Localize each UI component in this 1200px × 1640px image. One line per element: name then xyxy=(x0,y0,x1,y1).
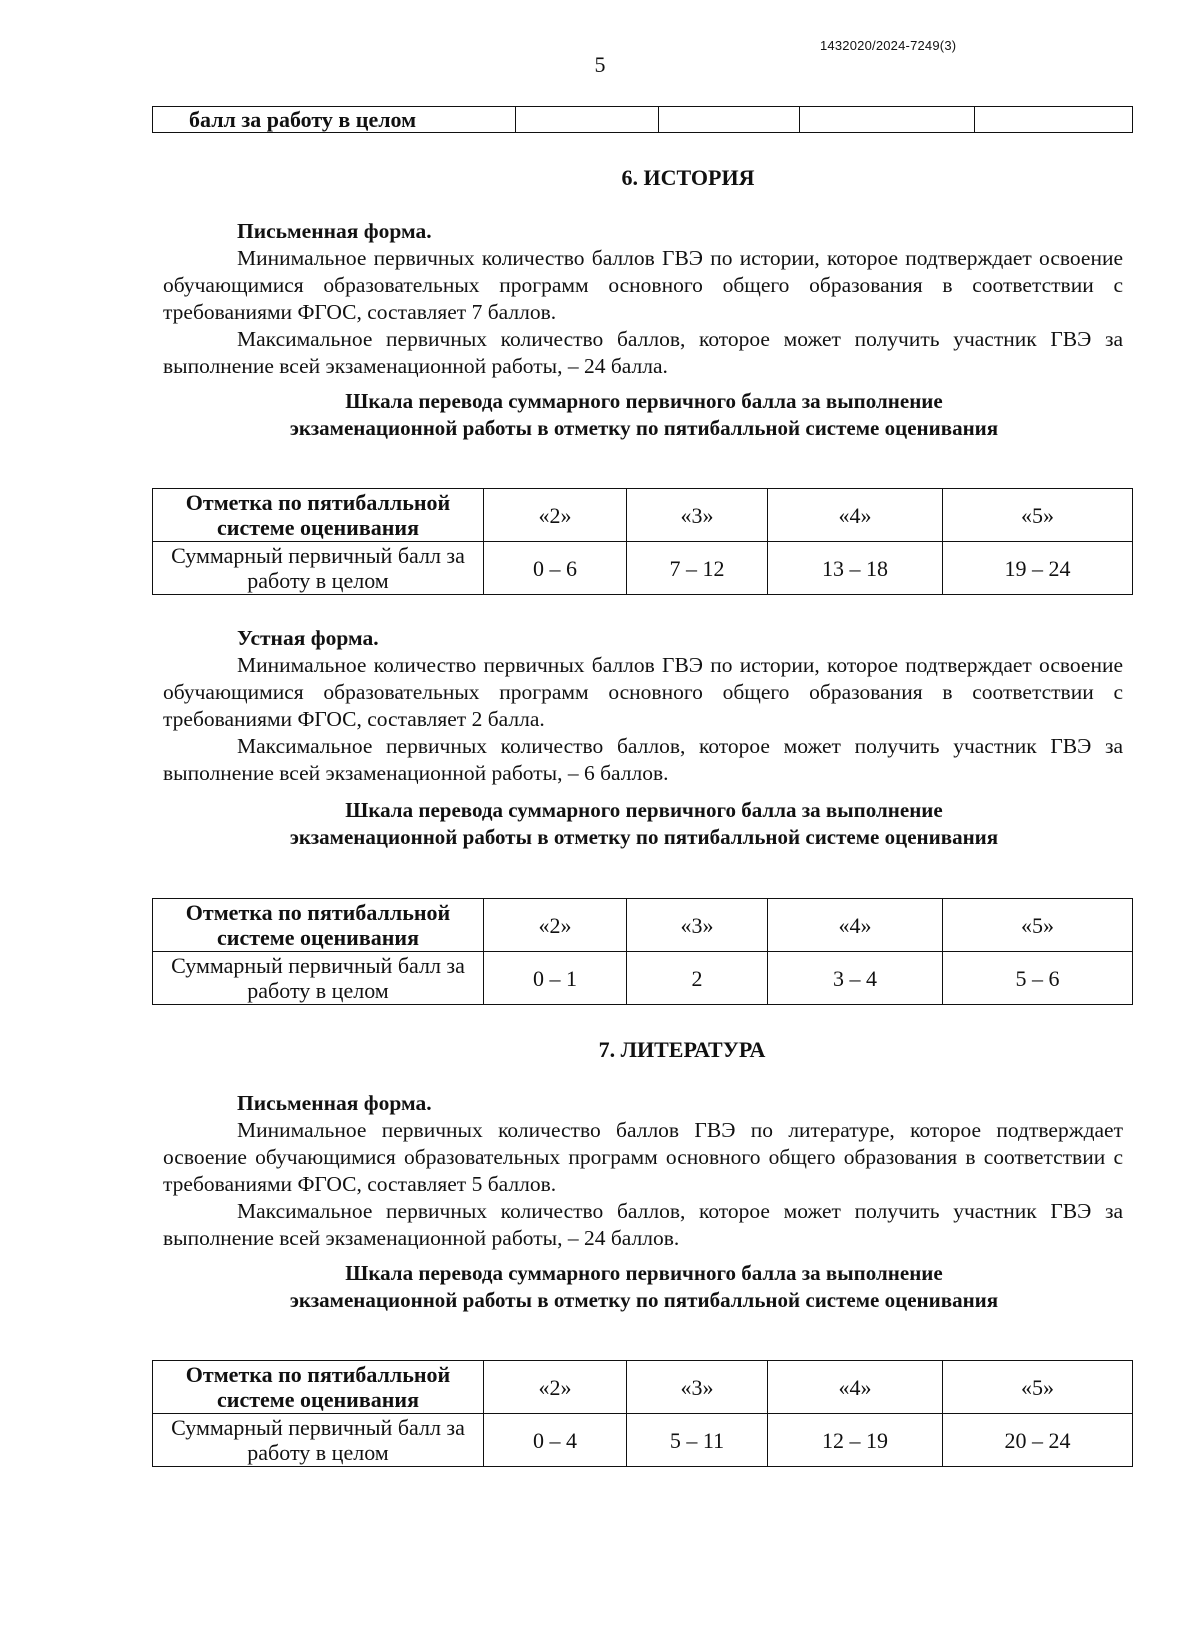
document-number: 1432020/2024-7249(3) xyxy=(820,38,957,53)
table-row xyxy=(153,107,1133,133)
table-cell xyxy=(516,107,659,133)
table-cell xyxy=(659,107,800,133)
table-cell-label: Суммарный первичный балл за работу в целом xyxy=(153,542,484,595)
table-row xyxy=(153,899,1133,952)
grade-cell: «4» xyxy=(768,489,943,542)
range-cell: 3 – 4 xyxy=(768,952,943,1005)
range-cell: 5 – 11 xyxy=(627,1414,768,1467)
range-cell: 12 – 19 xyxy=(768,1414,943,1467)
table-cell-label: Отметка по пятибалльной системе оценивания xyxy=(153,1361,484,1414)
paragraph-max-score: Максимальное первичных количество баллов, которое может получить участник ГВЭ за выполнение всей экзаменационной работы, – 24 балла. xyxy=(163,327,1123,378)
scale-title xyxy=(0,797,1200,851)
grade-table-history-written xyxy=(152,488,1133,595)
range-cell: 0 – 1 xyxy=(484,952,627,1005)
form-title: Письменная форма. xyxy=(237,219,432,243)
range-cell: 13 – 18 xyxy=(768,542,943,595)
section-title-literature: 7. ЛИТЕРАТУРА xyxy=(598,1037,766,1062)
paragraph-min-score: Минимальное первичных количество баллов ГВЭ по истории, которое подтверждает освоение обучающимися образовательных программ основного общего образования в соответствии с требованиями ФГОС, составляет 7 баллов. xyxy=(163,246,1123,324)
range-cell: 5 – 6 xyxy=(943,952,1133,1005)
history-written-text xyxy=(163,218,1123,380)
scale-title xyxy=(0,388,1200,442)
form-title: Устная форма. xyxy=(237,626,379,650)
grade-cell: «4» xyxy=(768,1361,943,1414)
scale-title-line-1: Шкала перевода суммарного первичного балла за выполнение xyxy=(345,389,943,413)
grade-cell: «3» xyxy=(627,489,768,542)
grade-cell: «3» xyxy=(627,1361,768,1414)
table-row xyxy=(153,542,1133,595)
scale-title xyxy=(0,1260,1200,1314)
paragraph-max-score: Максимальное первичных количество баллов, которое может получить участник ГВЭ за выполнение всей экзаменационной работы, – 6 баллов. xyxy=(163,734,1123,785)
paragraph-max-score: Максимальное первичных количество баллов, которое может получить участник ГВЭ за выполнение всей экзаменационной работы, – 24 баллов. xyxy=(163,1199,1123,1250)
grade-cell: «2» xyxy=(484,899,627,952)
grade-table-history-oral xyxy=(152,898,1133,1005)
scale-title-line-2: экзаменационной работы в отметку по пятибалльной системе оценивания xyxy=(289,1288,999,1312)
range-cell: 19 – 24 xyxy=(943,542,1133,595)
scale-title-line-2: экзаменационной работы в отметку по пятибалльной системе оценивания xyxy=(289,416,999,440)
table-cell-label: Отметка по пятибалльной системе оценивания xyxy=(153,489,484,542)
scale-title-line-1: Шкала перевода суммарного первичного балла за выполнение xyxy=(345,798,943,822)
table-row xyxy=(153,1414,1133,1467)
grade-cell: «3» xyxy=(627,899,768,952)
grade-table-literature-written xyxy=(152,1360,1133,1467)
range-cell: 7 – 12 xyxy=(627,542,768,595)
table-row xyxy=(153,489,1133,542)
paragraph-min-score: Минимальное количество первичных баллов ГВЭ по истории, которое подтверждает освоение обучающимися образовательных программ основного общего образования в соответствии с требованиями ФГОС, составляет 2 балла. xyxy=(163,653,1123,731)
grade-cell: «2» xyxy=(484,489,627,542)
history-oral-text xyxy=(163,625,1123,787)
top-table-continuation xyxy=(152,106,1133,133)
grade-cell: «5» xyxy=(943,1361,1133,1414)
table-cell xyxy=(975,107,1133,133)
section-title-history: 6. ИСТОРИЯ xyxy=(621,165,755,190)
table-cell-label: Отметка по пятибалльной системе оценивания xyxy=(153,899,484,952)
table-cell-label: балл за работу в целом xyxy=(153,107,516,133)
grade-cell: «4» xyxy=(768,899,943,952)
scale-title-line-1: Шкала перевода суммарного первичного балла за выполнение xyxy=(345,1261,943,1285)
scale-title-line-2: экзаменационной работы в отметку по пятибалльной системе оценивания xyxy=(289,825,999,849)
literature-written-text xyxy=(163,1090,1123,1252)
range-cell: 20 – 24 xyxy=(943,1414,1133,1467)
grade-cell: «2» xyxy=(484,1361,627,1414)
grade-cell: «5» xyxy=(943,489,1133,542)
range-cell: 0 – 4 xyxy=(484,1414,627,1467)
range-cell: 2 xyxy=(627,952,768,1005)
page-number: 5 xyxy=(594,52,606,77)
form-title: Письменная форма. xyxy=(237,1091,432,1115)
range-cell: 0 – 6 xyxy=(484,542,627,595)
paragraph-min-score: Минимальное первичных количество баллов ГВЭ по литературе, которое подтверждает освоение обучающимися образовательных программ основного общего образования в соответствии с требованиями ФГОС, составляет 5 баллов. xyxy=(163,1118,1123,1196)
table-row xyxy=(153,1361,1133,1414)
table-cell xyxy=(800,107,975,133)
table-cell-label: Суммарный первичный балл за работу в целом xyxy=(153,1414,484,1467)
table-cell-label: Суммарный первичный балл за работу в целом xyxy=(153,952,484,1005)
grade-cell: «5» xyxy=(943,899,1133,952)
table-row xyxy=(153,952,1133,1005)
